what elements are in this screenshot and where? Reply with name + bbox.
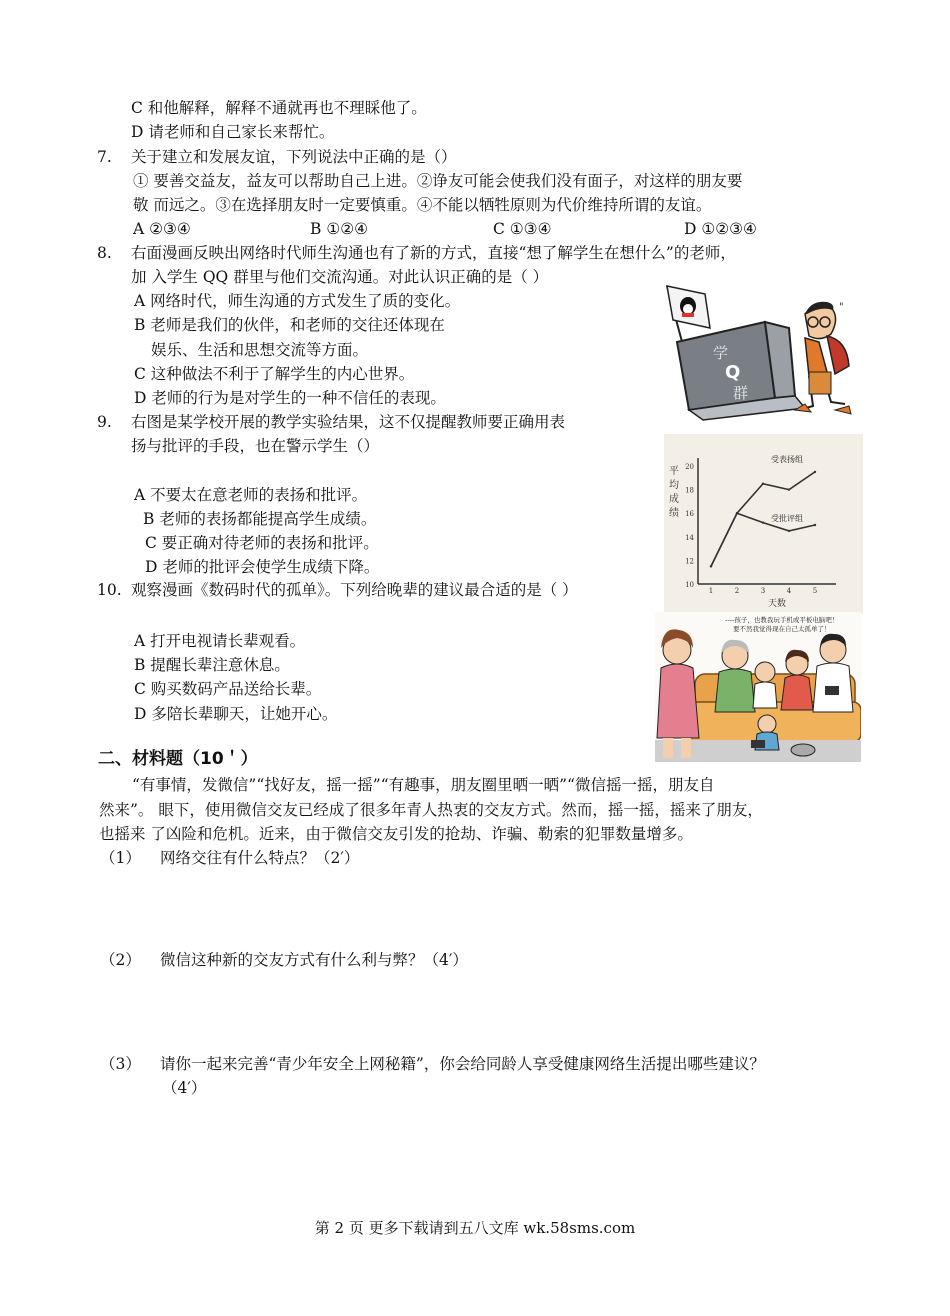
data-point <box>788 488 790 490</box>
section2-material-line1: “有事情，发微信”“找好友，摇一摇”“有趣事，朋友圈里晒一晒”“微信摇一摇，朋友自 <box>132 776 715 794</box>
y-axis-label-char: 成 <box>669 494 679 505</box>
q9-stem-line1: 右图是某学校开展的教学实验结果，这不仅提醒教师要正确用表 <box>131 413 566 431</box>
q8-stem-line2: 加 入学生 QQ 群里与他们交流沟通。对此认识正确的是（ ） <box>131 268 549 286</box>
q7-number: 7. <box>97 148 112 166</box>
data-point <box>814 471 816 473</box>
subquestion-3-line1: 请你一起来完善“青少年安全上网秘籍”，你会给同龄人享受健康网络生活提出哪些建议？ <box>160 1055 765 1073</box>
experiment-chart <box>664 434 863 614</box>
data-point <box>788 530 790 532</box>
y-axis-label-char: 平 <box>669 466 679 477</box>
q7-option-b: B ①②④ <box>310 220 369 238</box>
q8-option-b-line2: 娱乐、生活和思想交流等方面。 <box>151 341 369 359</box>
q8-number: 8. <box>97 244 112 262</box>
cartoon-bubble-line2: 要不然我觉得现在自己太孤单了！ <box>733 625 831 633</box>
experiment-line-chart <box>664 434 863 614</box>
y-tick-label: 16 <box>685 510 694 519</box>
y-tick-label: 10 <box>685 581 694 589</box>
q10-number: 10. <box>97 581 122 599</box>
subquestion-3-number: （3） <box>100 1055 141 1073</box>
cartoon-text-qun: 群 <box>733 384 749 402</box>
q10-option-a: A 打开电视请长辈观看。 <box>134 632 306 650</box>
y-tick-label: 18 <box>685 486 694 495</box>
q10-option-b: B 提醒长辈注意休息。 <box>134 656 290 674</box>
q7-option-a: A ②③④ <box>133 220 191 238</box>
section2-heading: 二、材料题（10＇） <box>98 749 258 769</box>
cartoon-bubble-line1: ----孩子，也教我玩手机或平板电脑吧！ <box>725 616 839 624</box>
q6-option-d: D 请老师和自己家长来帮忙。 <box>131 123 335 141</box>
x-tick-label: 3 <box>760 587 766 595</box>
x-tick-label: 1 <box>708 587 714 595</box>
cartoon-text-q: Q <box>725 362 741 383</box>
svg-text:": " <box>839 302 844 313</box>
data-point <box>762 483 764 485</box>
q9-option-d: D 老师的批评会使学生成绩下降。 <box>145 558 380 576</box>
x-tick-label: 2 <box>734 587 740 595</box>
data-point <box>736 512 738 514</box>
q10-option-c: C 购买数码产品送给长辈。 <box>134 680 322 698</box>
q8-stem-line1: 右面漫画反映出网络时代师生沟通也有了新的方式，直接“想了解学生在想什么”的老师， <box>131 244 736 262</box>
q7-stem: 关于建立和发展友谊，下列说法中正确的是（） <box>131 148 457 166</box>
subquestion-1: 网络交往有什么特点？（2′） <box>160 849 360 867</box>
y-tick-label: 20 <box>685 463 694 471</box>
q9-number: 9. <box>97 413 112 431</box>
data-point <box>710 565 712 567</box>
data-point <box>762 521 764 523</box>
x-axis-label: 天数 <box>767 599 787 609</box>
y-axis-label-char: 均 <box>669 480 679 491</box>
y-tick-label: 12 <box>685 557 694 566</box>
x-tick-label: 5 <box>812 587 818 595</box>
subquestion-2-number: （2） <box>100 951 141 969</box>
q6-option-c: C 和他解释，解释不通就再也不理睬他了。 <box>131 99 427 117</box>
y-tick-label: 14 <box>685 533 694 542</box>
subquestion-1-number: （1） <box>100 849 141 867</box>
series-label-2: 受批评组 <box>771 514 803 523</box>
q8-option-b-line1: B 老师是我们的伙伴，和老师的交往还体现在 <box>134 316 445 334</box>
series-label-1: 受表扬组 <box>771 454 803 464</box>
q8-option-a: A 网络时代，师生沟通的方式发生了质的变化。 <box>134 292 461 310</box>
cartoon-text-xue: 学 <box>713 344 729 362</box>
q9-stem-line2: 扬与批评的手段，也在警示学生（） <box>131 437 380 455</box>
subquestion-2: 微信这种新的交友方式有什么利与弊？（4′） <box>160 951 468 969</box>
subquestion-3-line2: （4′） <box>162 1079 207 1097</box>
q7-option-c: C ①③④ <box>493 220 552 238</box>
q9-option-c: C 要正确对待老师的表扬和批评。 <box>145 534 379 552</box>
q8-option-c: C 这种做法不利于了解学生的内心世界。 <box>134 365 415 383</box>
q8-option-d: D 老师的行为是对学生的一种不信任的表现。 <box>134 389 446 407</box>
q9-option-b: B 老师的表扬都能提高学生成绩。 <box>143 510 377 528</box>
q10-stem: 观察漫画《数码时代的孤单》。下列给晚辈的建议最合适的是（ ） <box>131 581 578 599</box>
page-footer: 第 2 页 更多下载请到五八文库 wk.58sms.com <box>314 1219 636 1237</box>
x-tick-label: 4 <box>786 587 792 595</box>
teacher-qq-cartoon <box>655 280 861 426</box>
y-axis-label-char: 绩 <box>669 508 679 519</box>
section2-material-line2: 然来”。 眼下，使用微信交友已经成了很多年青人热衷的交友方式。然而，摇一摇，摇来了朋友， <box>99 801 763 819</box>
q10-option-d: D 多陪长辈聊天，让她开心。 <box>134 705 338 723</box>
q7-option-d: D ①②③④ <box>684 220 757 238</box>
data-point <box>814 524 816 526</box>
q9-option-a: A 不要太在意老师的表扬和批评。 <box>134 486 368 504</box>
section2-material-line3: 也摇来 了凶险和危机。近来，由于微信交友引发的抢劫、诈骗、勒索的犯罪数量增多。 <box>99 825 693 843</box>
digital-loneliness-cartoon <box>655 612 861 762</box>
q7-statements-line1: ① 要善交益友，益友可以帮助自己上进。②诤友可能会使我们没有面子，对这样的朋友要 <box>133 172 743 190</box>
q7-statements-line2: 敬 而远之。③在选择朋友时一定要慎重。④不能以牺牲原则为代价维持所谓的友谊。 <box>133 196 712 214</box>
